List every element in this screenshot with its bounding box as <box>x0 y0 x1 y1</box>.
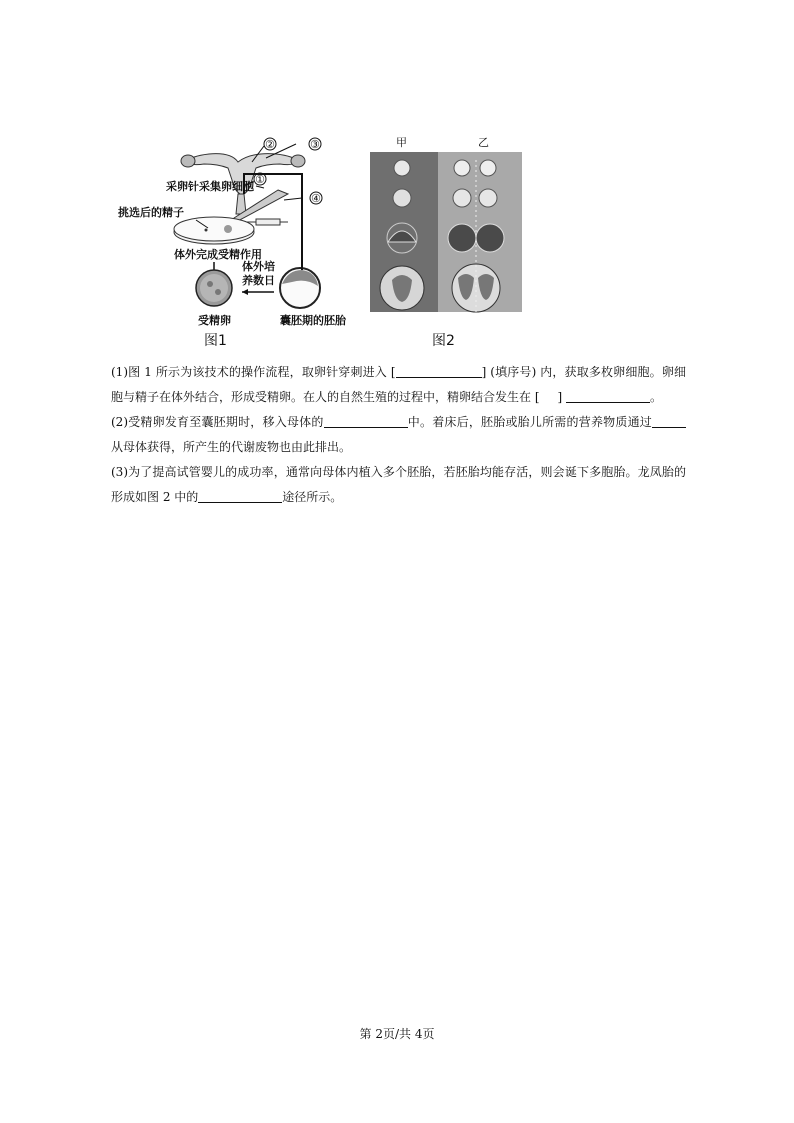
answer-blank-5[interactable] <box>652 413 686 428</box>
label-needle: 采卵针采集卵细胞 <box>166 180 254 193</box>
label-number-3: ③ <box>310 138 320 151</box>
figure-2-caption: 图2 <box>432 333 455 349</box>
label-number-4: ④ <box>311 192 321 205</box>
question-3: (3)为了提高试管婴儿的成功率，通常向母体内植入多个胚胎，若胚胎均能存活，则会诞下多胞胎。龙凤胎的形成如图 2 中的 途径所示。 <box>111 465 686 504</box>
label-sperm: 挑选后的精子 <box>118 206 184 219</box>
answer-blank-1[interactable] <box>396 363 482 378</box>
question-block <box>111 360 686 510</box>
column-label-yi: 乙 <box>478 136 489 149</box>
figure-1-diagram <box>116 134 346 354</box>
label-blastocyst: 囊胚期的胚胎 <box>280 314 346 327</box>
label-number-1: ① <box>255 173 265 186</box>
figure-2-diagram <box>370 130 522 350</box>
answer-blank-3[interactable] <box>566 388 650 403</box>
zygote-illustration <box>196 270 232 306</box>
column-label-jia: 甲 <box>396 136 407 149</box>
answer-blank-2[interactable] <box>540 389 558 403</box>
answer-blank-6[interactable] <box>198 488 282 503</box>
question-2: (2)受精卵发育至囊胚期时，移入母体的 中。着床后，胚胎或胎儿所需的营养物质通过从母体获得，所产生的代谢废物也由此排出。 <box>111 410 686 460</box>
answer-blank-4[interactable] <box>324 413 408 428</box>
label-ivf: 体外完成受精作用 <box>174 248 262 261</box>
blastocyst-illustration <box>280 268 320 308</box>
figure-1-caption: 图1 <box>204 333 227 349</box>
label-zygote: 受精卵 <box>198 314 231 327</box>
page-footer: 第 2页/共 4页 <box>359 1027 435 1041</box>
label-number-2: ② <box>265 138 275 151</box>
label-culture-line2: 养数日 <box>242 274 275 287</box>
petri-dish <box>174 217 254 244</box>
question-1: (1)图 1 所示为该技术的操作流程，取卵针穿刺进入 [ ] (填序号) 内，获取多枚卵细胞。卵细胞与精子在体外结合，形成受精卵。在人的自然生殖的过程中，精卵结合发生在 [ ] 。 <box>111 365 686 404</box>
label-culture-line1: 体外培 <box>242 260 275 273</box>
